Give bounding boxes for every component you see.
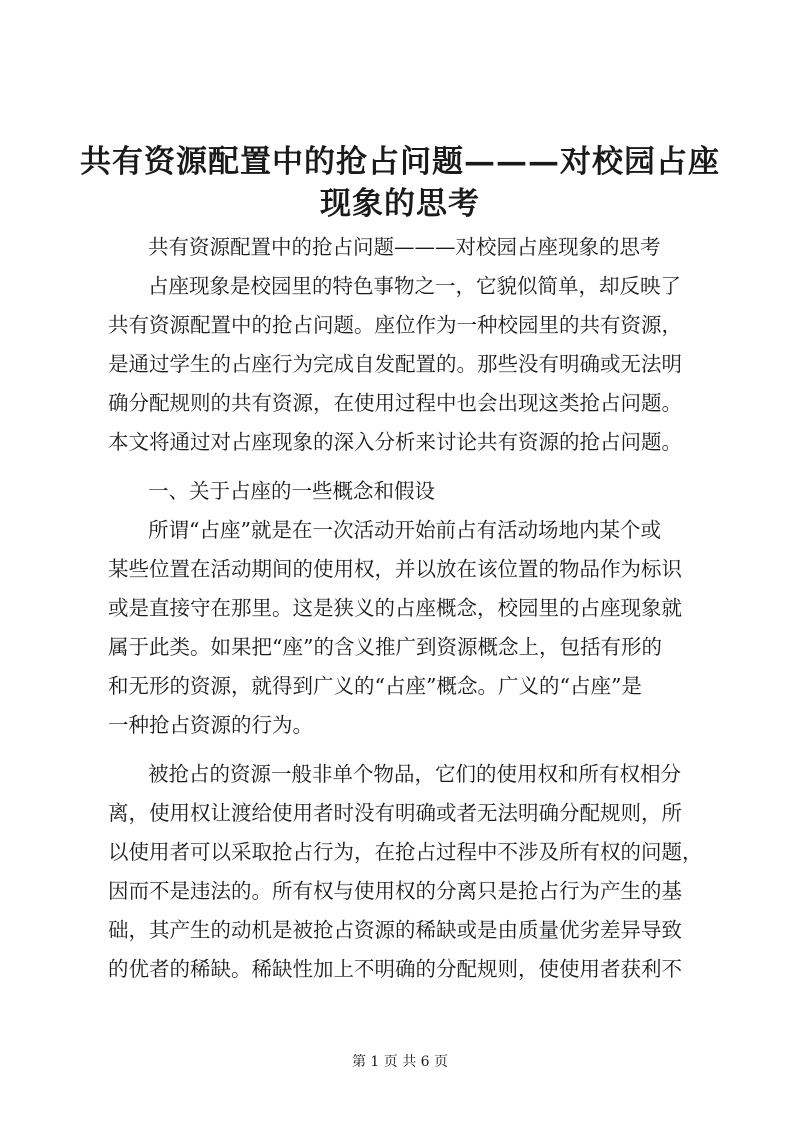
- paragraph-line: 一种抢占资源的行为。: [108, 713, 313, 737]
- paragraph-line: 被抢占的资源一般非单个物品，它们的使用权和所有权相分: [148, 762, 681, 786]
- paragraph-line: 属于此类。如果把“座”的含义推广到资源概念上，包括有形的: [108, 635, 662, 659]
- paragraph-line: 以使用者可以采取抢占行为，在抢占过程中不涉及所有权的问题，: [108, 840, 703, 864]
- section-heading: 一、关于占座的一些概念和假设: [148, 479, 435, 503]
- paragraph-line: 确分配规则的共有资源，在使用过程中也会出现这类抢占问题。: [108, 391, 682, 415]
- paragraph-line: 础，其产生的动机是被抢占资源的稀缺或是由质量优劣差异导致: [108, 918, 682, 942]
- paragraph-line: 因而不是违法的。所有权与使用权的分离只是抢占行为产生的基: [108, 879, 682, 903]
- paragraph-line: 本文将通过对占座现象的深入分析来讨论共有资源的抢占问题。: [108, 430, 682, 454]
- paragraph-line: 是通过学生的占座行为完成自发配置的。那些没有明确或无法明: [108, 352, 682, 376]
- page-number-footer: 第 1 页 共 6 页: [351, 1054, 449, 1070]
- document-title-line-2: 现象的思考: [320, 186, 480, 222]
- paragraph-line: 和无形的资源，就得到广义的“占座”概念。广义的“占座”是: [108, 674, 642, 698]
- paragraph-line: 所谓“占座”就是在一次活动开始前占有活动场地内某个或: [148, 518, 661, 542]
- paragraph-line: 离，使用权让渡给使用者时没有明确或者无法明确分配规则，所: [108, 801, 682, 825]
- paragraph-line: 的优者的稀缺。稀缺性加上不明确的分配规则，使使用者获利不: [108, 957, 682, 981]
- paragraph-line: 或是直接守在那里。这是狭义的占座概念，校园里的占座现象就: [108, 596, 682, 620]
- subtitle-line: 共有资源配置中的抢占问题———对校园占座现象的思考: [148, 235, 661, 259]
- paragraph-line: 某些位置在活动期间的使用权，并以放在该位置的物品作为标识: [108, 557, 682, 581]
- paragraph-line: 共有资源配置中的抢占问题。座位作为一种校园里的共有资源，: [108, 313, 682, 337]
- paragraph-line: 占座现象是校园里的特色事物之一，它貌似简单，却反映了: [148, 274, 681, 298]
- document-title-line-1: 共有资源配置中的抢占问题———对校园占座: [80, 144, 720, 180]
